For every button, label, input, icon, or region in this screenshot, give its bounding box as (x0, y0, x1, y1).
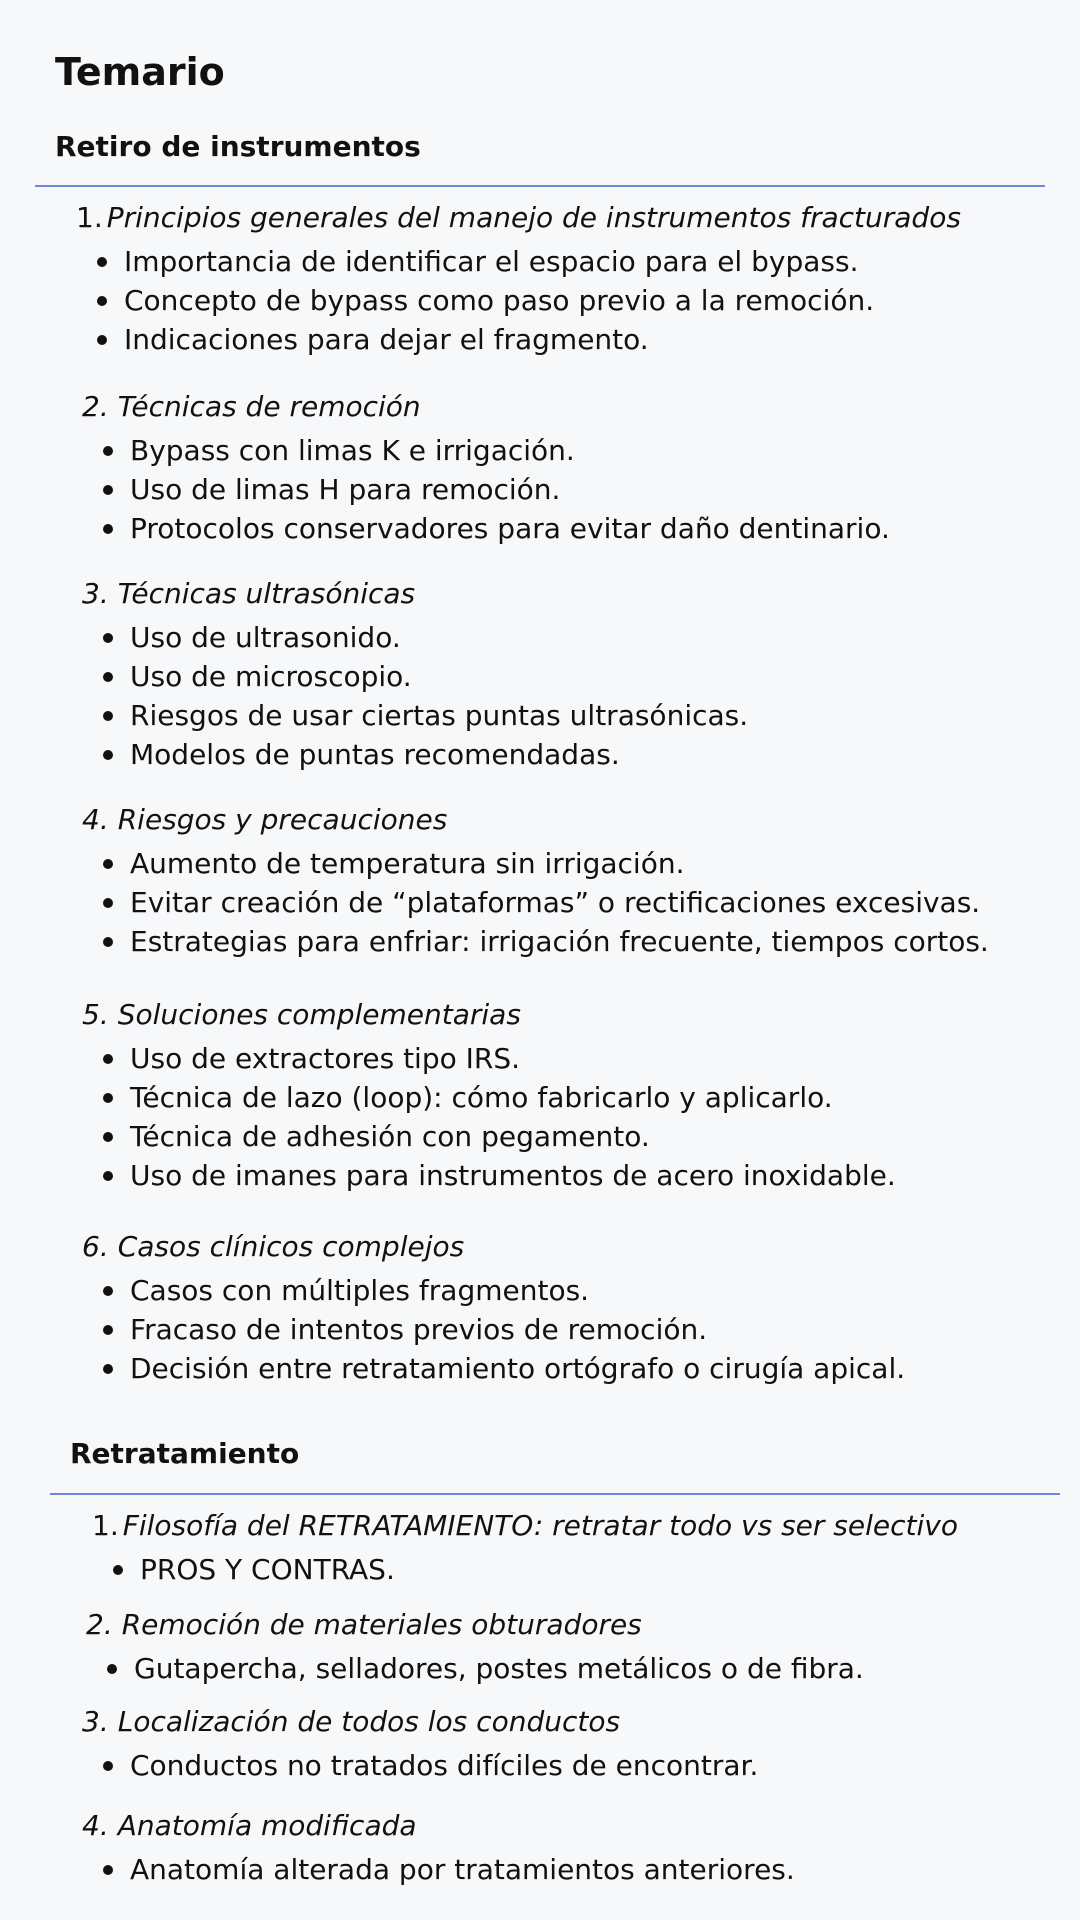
list-item (82, 735, 748, 774)
list-item-text: Casos con múltiples fragmentos. (130, 1274, 590, 1307)
list-item-text: Uso de limas H para remoción. (130, 473, 561, 506)
bullet-icon (97, 257, 107, 267)
bullet-icon (103, 937, 113, 947)
topic-title (82, 1227, 905, 1267)
list-item-text: Uso de ultrasonido. (130, 621, 401, 654)
list-item (82, 618, 748, 657)
bullet-icon (103, 859, 113, 869)
list-item (82, 922, 989, 961)
list-item-text: Uso de extractores tipo IRS. (130, 1042, 521, 1075)
topic-number: 1. (76, 201, 103, 234)
list-item (76, 281, 961, 320)
topic-number: 4. (82, 803, 109, 836)
topic-items (92, 1550, 958, 1589)
bullet-icon (103, 1093, 113, 1103)
topic-block (86, 1605, 864, 1688)
list-item-text: Evitar creación de “plataformas” o rectificaciones excesivas. (130, 886, 981, 919)
topic-block (82, 1806, 795, 1889)
list-item (82, 1078, 896, 1117)
list-item-text: Modelos de puntas recomendadas. (130, 738, 620, 771)
bullet-icon (103, 1054, 113, 1064)
list-item (82, 470, 890, 509)
topic-title-text: Técnicas de remoción (117, 390, 421, 423)
list-item-text: Aumento de temperatura sin irrigación. (130, 847, 685, 880)
topic-title-text: Técnicas ultrasónicas (117, 577, 416, 610)
list-item-text: Anatomía alterada por tratamientos anteriores. (130, 1853, 795, 1886)
section-heading: Retiro de instrumentos (55, 130, 421, 163)
topic-title (82, 387, 890, 427)
topic-title (82, 1806, 795, 1846)
topic-title-text: Soluciones complementarias (117, 998, 521, 1031)
topic-items (82, 1271, 905, 1388)
topic-items (82, 1039, 896, 1195)
topic-title-text: Anatomía modificada (117, 1809, 417, 1842)
page-title: Temario (55, 50, 225, 94)
topic-title-text: Riesgos y precauciones (117, 803, 448, 836)
bullet-icon (103, 750, 113, 760)
list-item (82, 1271, 905, 1310)
list-item-text: Importancia de identificar el espacio para el bypass. (124, 245, 859, 278)
topic-title-text: Localización de todos los conductos (117, 1705, 621, 1738)
topic-block (76, 198, 961, 359)
list-item (82, 1746, 758, 1785)
bullet-icon (103, 672, 113, 682)
topic-items (82, 844, 989, 961)
list-item-text: Indicaciones para dejar el fragmento. (124, 323, 649, 356)
list-item (82, 1117, 896, 1156)
list-item-text: Protocolos conservadores para evitar daño dentinario. (130, 512, 890, 545)
list-item (82, 1156, 896, 1195)
topic-title (82, 800, 989, 840)
list-item (82, 1039, 896, 1078)
bullet-icon (103, 1364, 113, 1374)
topic-items (76, 242, 961, 359)
topic-number: 5. (82, 998, 109, 1031)
topic-title (76, 198, 961, 238)
section-divider (35, 185, 1045, 187)
topic-block (82, 1227, 905, 1388)
list-item-text: Concepto de bypass como paso previo a la remoción. (124, 284, 875, 317)
list-item (86, 1649, 864, 1688)
list-item (76, 320, 961, 359)
topic-block (82, 574, 748, 774)
topic-block (82, 800, 989, 961)
list-item (82, 1850, 795, 1889)
topic-items (82, 618, 748, 774)
topic-number: 1. (92, 1509, 119, 1542)
bullet-icon (103, 1761, 113, 1771)
list-item (82, 657, 748, 696)
topic-title-text: Remoción de materiales obturadores (121, 1608, 642, 1641)
bullet-icon (113, 1565, 123, 1575)
topic-block (82, 995, 896, 1195)
bullet-icon (103, 1325, 113, 1335)
list-item (82, 1310, 905, 1349)
topic-items (82, 1746, 758, 1785)
topic-number: 2. (86, 1608, 113, 1641)
section-divider (50, 1493, 1060, 1495)
topic-title (82, 995, 896, 1035)
list-item (82, 431, 890, 470)
topic-block (82, 1702, 758, 1785)
topic-title-text: Filosofía del RETRATAMIENTO: retratar todo vs ser selectivo (122, 1509, 958, 1542)
list-item-text: Uso de microscopio. (130, 660, 412, 693)
topic-items (82, 431, 890, 548)
bullet-icon (107, 1664, 117, 1674)
topic-block (92, 1506, 958, 1589)
list-item (82, 509, 890, 548)
bullet-icon (97, 335, 107, 345)
topic-items (86, 1649, 864, 1688)
bullet-icon (103, 446, 113, 456)
bullet-icon (103, 485, 113, 495)
topic-title (86, 1605, 864, 1645)
list-item (82, 844, 989, 883)
topic-title-text: Principios generales del manejo de instrumentos fracturados (106, 201, 961, 234)
topic-items (82, 1850, 795, 1889)
list-item (82, 1349, 905, 1388)
bullet-icon (97, 296, 107, 306)
topic-number: 2. (82, 390, 109, 423)
list-item-text: Decisión entre retratamiento ortógrafo o cirugía apical. (130, 1352, 906, 1385)
list-item (76, 242, 961, 281)
bullet-icon (103, 711, 113, 721)
list-item (92, 1550, 958, 1589)
list-item (82, 883, 989, 922)
bullet-icon (103, 1286, 113, 1296)
topic-title (82, 1702, 758, 1742)
topic-title-text: Casos clínicos complejos (117, 1230, 465, 1263)
topic-number: 3. (82, 1705, 109, 1738)
list-item-text: Uso de imanes para instrumentos de acero inoxidable. (130, 1159, 896, 1192)
bullet-icon (103, 633, 113, 643)
topic-number: 4. (82, 1809, 109, 1842)
list-item-text: Conductos no tratados difíciles de encontrar. (130, 1749, 759, 1782)
list-item-text: Técnica de adhesión con pegamento. (130, 1120, 650, 1153)
topic-number: 6. (82, 1230, 109, 1263)
list-item-text: Estrategias para enfriar: irrigación frecuente, tiempos cortos. (130, 925, 989, 958)
bullet-icon (103, 524, 113, 534)
topic-block (82, 387, 890, 548)
bullet-icon (103, 1865, 113, 1875)
topic-number: 3. (82, 577, 109, 610)
bullet-icon (103, 1171, 113, 1181)
list-item-text: PROS Y CONTRAS. (140, 1553, 395, 1586)
list-item (82, 696, 748, 735)
section-heading: Retratamiento (70, 1437, 300, 1470)
topic-title (82, 574, 748, 614)
bullet-icon (103, 1132, 113, 1142)
list-item-text: Gutapercha, selladores, postes metálicos o de fibra. (134, 1652, 864, 1685)
bullet-icon (103, 898, 113, 908)
list-item-text: Técnica de lazo (loop): cómo fabricarlo y aplicarlo. (130, 1081, 833, 1114)
list-item-text: Bypass con limas K e irrigación. (130, 434, 575, 467)
topic-title (92, 1506, 958, 1546)
list-item-text: Riesgos de usar ciertas puntas ultrasónicas. (130, 699, 749, 732)
list-item-text: Fracaso de intentos previos de remoción. (130, 1313, 708, 1346)
